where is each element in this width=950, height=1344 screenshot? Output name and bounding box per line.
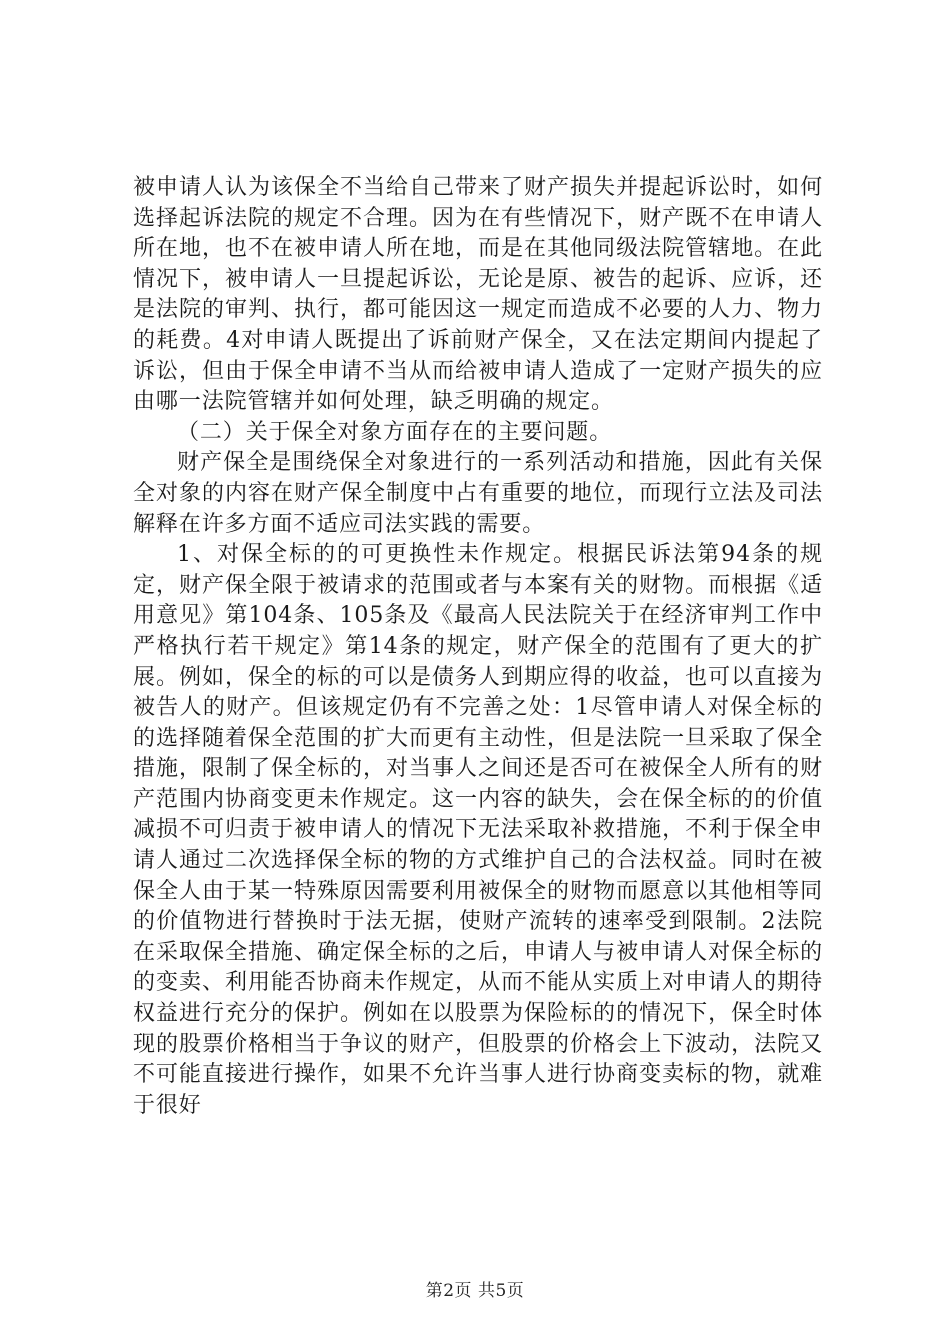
paragraph-intro: 财产保全是围绕保全对象进行的一系列活动和措施，因此有关保全对象的内容在财产保全制度中占有重要的地位，而现行立法及司法解释在许多方面不适应司法实践的需要。 <box>133 450 823 537</box>
paragraph-item-1: 1、对保全标的的可更换性未作规定。根据民诉法第94条的规定，财产保全限于被请求的范围或者与本案有关的财物。而根据《适用意见》第104条、105条及《最高人民法院关于在经济审判工作中严格执行若干规定》第14条的规定，财产保全的范围有了更大的扩展。例如，保全的标的可以是债务人到期应得的收益，也可以直接为被告人的财产。但该规定仍有不完善之处：1尽管申请人对保全标的的选择随着保全范围的扩大而更有主动性，但是法院一旦采取了保全措施，限制了保全标的，对当事人之间还是否可在被保全人所有的财产范围内协商变更未作规定。这一内容的缺失，会在保全标的的价值减损不可归责于被申请人的情况下无法采取补救措施，不利于保全申请人通过二次选择保全标的物的方式维护自己的合法权益。同时在被保全人由于某一特殊原因需要利用被保全的财物而愿意以其他相等同的价值物进行替换时于法无据，使财产流转的速率受到限制。2法院在采取保全措施、确定保全标的之后，申请人与被申请人对保全标的的变卖、利用能否协商未作规定，从而不能从实质上对申请人的期待权益进行充分的保护。例如在以股票为保险标的的情况下，保全时体现的股票价格相当于争议的财产，但股票的价格会上下波动，法院又不可能直接进行操作，如果不允许当事人进行协商变卖标的物，就难于很好 <box>133 542 823 1118</box>
document-body <box>133 173 823 1121</box>
paragraph-continuation: 被申请人认为该保全不当给自己带来了财产损失并提起诉讼时，如何选择起诉法院的规定不合理。因为在有些情况下，财产既不在申请人所在地，也不在被申请人所在地，而是在其他同级法院管辖地。在此情况下，被申请人一旦提起诉讼，无论是原、被告的起诉、应诉，还是法院的审判、执行，都可能因这一规定而造成不必要的人力、物力的耗费。4对申请人既提出了诉前财产保全，又在法定期间内提起了诉讼，但由于保全申请不当从而给被申请人造成了一定财产损失的应由哪一法院管辖并如何处理，缺乏明确的规定。 <box>133 175 823 415</box>
section-heading: （二）关于保全对象方面存在的主要问题。 <box>177 419 613 445</box>
page-number-footer: 第2页 共5页 <box>425 1281 525 1301</box>
